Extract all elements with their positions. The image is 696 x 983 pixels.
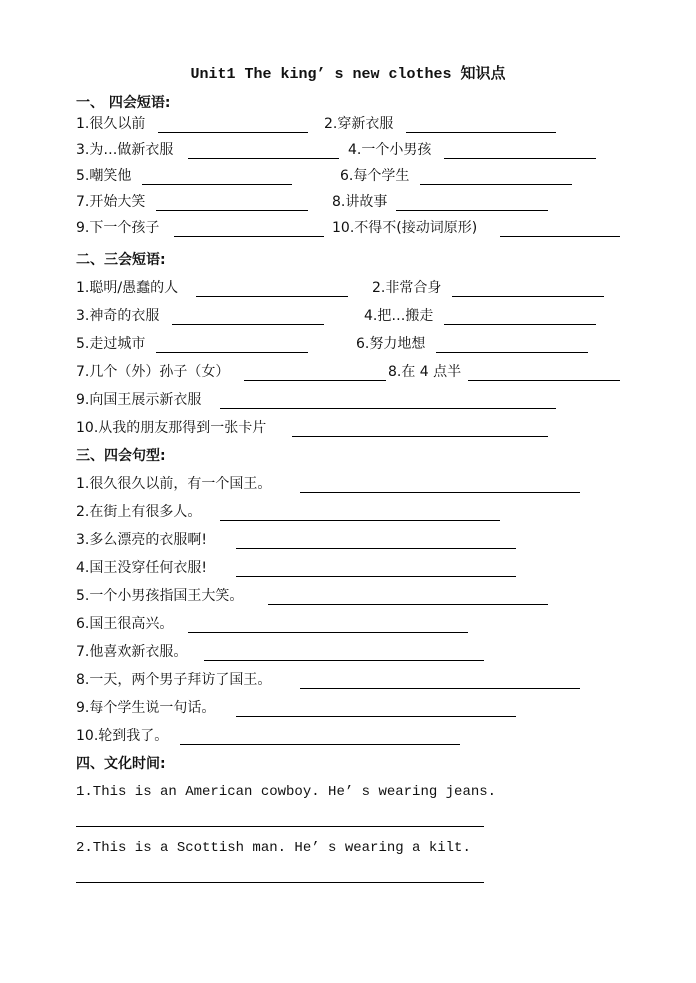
answer-blank[interactable] xyxy=(268,604,548,605)
answer-blank[interactable] xyxy=(236,576,516,577)
phrase-label: 10.从我的朋友那得到一张卡片 xyxy=(76,420,267,436)
section2-row xyxy=(0,390,696,412)
sentence-label: 9.每个学生说一句话。 xyxy=(76,700,216,716)
answer-blank[interactable] xyxy=(406,132,556,133)
answer-blank[interactable] xyxy=(220,408,556,409)
answer-blank[interactable] xyxy=(300,492,580,493)
answer-blank[interactable] xyxy=(236,548,516,549)
sentence-label: 2.在街上有很多人。 xyxy=(76,504,202,520)
sentence-row xyxy=(0,474,696,496)
section2-row xyxy=(0,334,696,356)
phrase-label: 4.把…搬走 xyxy=(364,308,434,324)
section2-heading: 二、三会短语: xyxy=(76,252,166,268)
section1-heading: 一、 四会短语: xyxy=(76,95,171,111)
answer-blank[interactable] xyxy=(444,158,596,159)
answer-blank[interactable] xyxy=(420,184,572,185)
answer-blank[interactable] xyxy=(396,210,548,211)
sentence-label: 5.一个小男孩指国王大笑。 xyxy=(76,588,244,604)
answer-blank[interactable] xyxy=(156,352,308,353)
culture-sentence: 1.This is an American cowboy. He’ s wearing jeans. xyxy=(76,784,497,800)
sentence-row xyxy=(0,502,696,524)
answer-blank[interactable] xyxy=(300,688,580,689)
phrase-label: 4.一个小男孩 xyxy=(348,142,432,158)
answer-blank[interactable] xyxy=(142,184,292,185)
answer-blank[interactable] xyxy=(196,296,348,297)
answer-line[interactable] xyxy=(76,826,484,827)
answer-blank[interactable] xyxy=(468,380,620,381)
section2-row xyxy=(0,278,696,300)
sentence-label: 3.多么漂亮的衣服啊! xyxy=(76,532,207,548)
phrase-label: 5.嘲笑他 xyxy=(76,168,132,184)
section2-row xyxy=(0,418,696,440)
sentence-row xyxy=(0,670,696,692)
phrase-label: 7.几个（外）孙子（女） xyxy=(76,364,230,380)
sentence-label: 8.一天，两个男子拜访了国王。 xyxy=(76,672,272,688)
sentence-row xyxy=(0,558,696,580)
answer-blank[interactable] xyxy=(158,132,308,133)
phrase-label: 1.聪明/愚蠢的人 xyxy=(76,280,179,296)
answer-blank[interactable] xyxy=(292,436,548,437)
phrase-label: 8.在 4 点半 xyxy=(388,364,462,380)
answer-blank[interactable] xyxy=(220,520,500,521)
phrase-label: 10.不得不(接动词原形) xyxy=(332,220,478,236)
answer-blank[interactable] xyxy=(236,716,516,717)
phrase-label: 9.向国王展示新衣服 xyxy=(76,392,202,408)
answer-blank[interactable] xyxy=(188,158,339,159)
phrase-label: 2.穿新衣服 xyxy=(324,116,394,132)
section1-row xyxy=(0,166,696,188)
section1-row xyxy=(0,140,696,162)
phrase-label: 6.努力地想 xyxy=(356,336,426,352)
phrase-label: 7.开始大笑 xyxy=(76,194,146,210)
phrase-label: 6.每个学生 xyxy=(340,168,410,184)
answer-blank[interactable] xyxy=(172,324,324,325)
section3-heading: 三、四会句型: xyxy=(76,448,166,464)
section1-row xyxy=(0,218,696,240)
answer-blank[interactable] xyxy=(452,296,604,297)
culture-sentence: 2.This is a Scottish man. He’ s wearing a kilt. xyxy=(76,840,471,856)
sentence-row xyxy=(0,614,696,636)
sentence-label: 4.国王没穿任何衣服! xyxy=(76,560,207,576)
section1-row xyxy=(0,192,696,214)
phrase-label: 8.讲故事 xyxy=(332,194,388,210)
phrase-label: 3.为…做新衣服 xyxy=(76,142,174,158)
answer-blank[interactable] xyxy=(244,380,386,381)
sentence-row xyxy=(0,726,696,748)
phrase-label: 3.神奇的衣服 xyxy=(76,308,160,324)
section2-row xyxy=(0,306,696,328)
sentence-label: 6.国王很高兴。 xyxy=(76,616,174,632)
phrase-label: 2.非常合身 xyxy=(372,280,442,296)
answer-blank[interactable] xyxy=(174,236,324,237)
answer-blank[interactable] xyxy=(436,352,588,353)
phrase-label: 9.下一个孩子 xyxy=(76,220,160,236)
phrase-label: 5.走过城市 xyxy=(76,336,146,352)
answer-blank[interactable] xyxy=(500,236,620,237)
answer-blank[interactable] xyxy=(156,210,308,211)
answer-blank[interactable] xyxy=(180,744,460,745)
sentence-row xyxy=(0,698,696,720)
sentence-row xyxy=(0,586,696,608)
answer-blank[interactable] xyxy=(444,324,596,325)
sentence-label: 7.他喜欢新衣服。 xyxy=(76,644,188,660)
phrase-label: 1.很久以前 xyxy=(76,116,146,132)
answer-line[interactable] xyxy=(76,882,484,883)
title-english: Unit1 The king’ s new clothes xyxy=(190,66,452,83)
section2-row xyxy=(0,362,696,384)
sentence-row xyxy=(0,642,696,664)
sentence-label: 10.轮到我了。 xyxy=(76,728,169,744)
sentence-label: 1.很久很久以前，有一个国王。 xyxy=(76,476,272,492)
answer-blank[interactable] xyxy=(188,632,468,633)
worksheet-title xyxy=(0,63,696,85)
answer-blank[interactable] xyxy=(204,660,484,661)
section1-row xyxy=(0,114,696,136)
title-chinese: 知识点 xyxy=(460,64,506,82)
section4-heading: 四、文化时间: xyxy=(76,756,166,772)
sentence-row xyxy=(0,530,696,552)
